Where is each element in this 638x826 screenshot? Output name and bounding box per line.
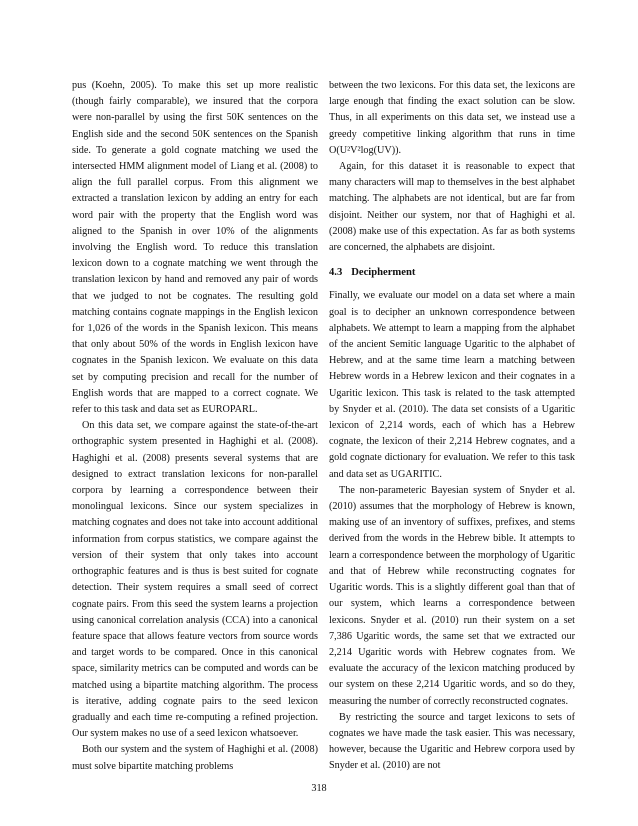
paragraph: Finally, we evaluate our model on a data set where a main goal is to decipher an unknown correspondence between alphabets. We attempt to learn a mapping from the alphabet of the ancient Semitic language Ugaritic to the alphabet of Hebrew, and at the same time learn a matching between Hebrew words in a Hebrew lexicon and their cognates in a Ugaritic lexicon. This task is related to the task attempted by Snyder et al. (2010). The data set consists of a Ugaritic lexicon of 2,214 words, each of which has a Hebrew cognate, the lexicon of their 2,214 Hebrew cognates, and a gold cognate dictionary for evaluation. We refer to this task and data set as UGARITIC.	[329, 290, 575, 480]
right-column	[329, 78, 575, 775]
paragraph: between the two lexicons. For this data set, the lexicons are large enough that finding the exact solution can be slow. Thus, in all experiments on this data set, we instead use a greedy competitive linking algorithm that runs in time O(U²V²log(UV)).	[329, 80, 575, 156]
paragraph: The non-parameteric Bayesian system of Snyder et al. (2010) assumes that the morphology of Hebrew is known, making use of an inventory of suffixes, prefixes, and stems derived from the words in the Hebrew bible. It attempts to learn a correspondence between the morphology of Ugaritic and that of Hebrew while reconstructing cognates for Ugaritic words. This is a slightly different goal than that of our system, which learns a correspondence between lexicons. Snyder et al. (2010) run their system on a set 7,386 Ugaritic words, the same set that we extracted our 2,214 Ugaritic words with Hebrew cognates from. We evaluate the accuracy of the lexicon matching produced by our system on these 2,214 Ugaritic words, and so do they, measuring the number of correctly reconstructed cognates.	[329, 484, 575, 707]
section-number: 4.3	[329, 267, 343, 279]
section-title: Decipherment	[351, 267, 416, 279]
paragraph: pus (Koehn, 2005). To make this set up more realistic (though fairly comparable), we insured that the corpora were non-parallel by using the first 50K sentences on the English side and the second 50K sentences on the Spanish side. To generate a gold cognate matching we used the intersected HMM alignment model of Liang et al. (2008) to align the full parallel corpus. From this alignment we extracted a translation lexicon by adding an entry for each word pair with the property that the English word was aligned to the Spanish in over 10% of the alignments involving the English word. To reduce this translation lexicon down to a cognate matching we went through the translation lexicon by hand and removed any pair of words that we judged to not be cognates. The resulting gold matching contains cognate mappings in the English lexicon for 1,026 of the words in the Spanish lexicon. This means that only about 50% of the words in English lexicon have cognates in the Spanish lexicon. We evaluate on this data set by computing precision and recall for the number of English words that are mapped to a correct cognate. We refer to this task and data set as EUROPARL.	[72, 80, 318, 416]
paragraph: On this data set, we compare against the state-of-the-art orthographic system presented in Haghighi et al. (2008). Haghighi et al. (2008) presents several systems that are designed to extract translation lexicons for non-parallel corpora by learning a correspondence between their monolingual lexicons. Since our system specializes in matching cognates and does not take into account additional information from corpus statistics, we compare against the version of their system that only takes into account orthographic features and is thus is best suited for cognate detection. Their system requires a small seed of correct cognate pairs. From this seed the system learns a projection using canonical correlation analysis (CCA) into a canonical feature space that allows feature vectors from source words and target words to be compared. Once in this canonical space, similarity metrics can be computed and words can be matched using a bipartite matching algorithm. The process is iterative, adding cognate pairs to the seed lexicon gradually and each time re-computing a refined projection. Our system makes no use of a seed lexicon whatsoever.	[72, 420, 318, 740]
page-number: 318	[311, 783, 327, 794]
section-heading	[329, 265, 575, 281]
paragraph: Both our system and the system of Haghighi et al. (2008) must solve bipartite matching problems	[72, 744, 318, 772]
paragraph: Again, for this dataset it is reasonable to expect that many characters will map to themselves in the best alphabet matching. The alphabets are not identical, but are far from disjoint. Neither our system, nor that of Haghighi et al. (2008) make use of this expectation. As far as both systems are concerned, the alphabets are disjoint.	[329, 161, 575, 254]
paragraph: By restricting the source and target lexicons to sets of cognates we have made the task easier. This was necessary, however, because the Ugaritic and Hebrew corpora used by Snyder et al. (2010) are not	[329, 711, 575, 772]
left-column	[72, 78, 318, 775]
